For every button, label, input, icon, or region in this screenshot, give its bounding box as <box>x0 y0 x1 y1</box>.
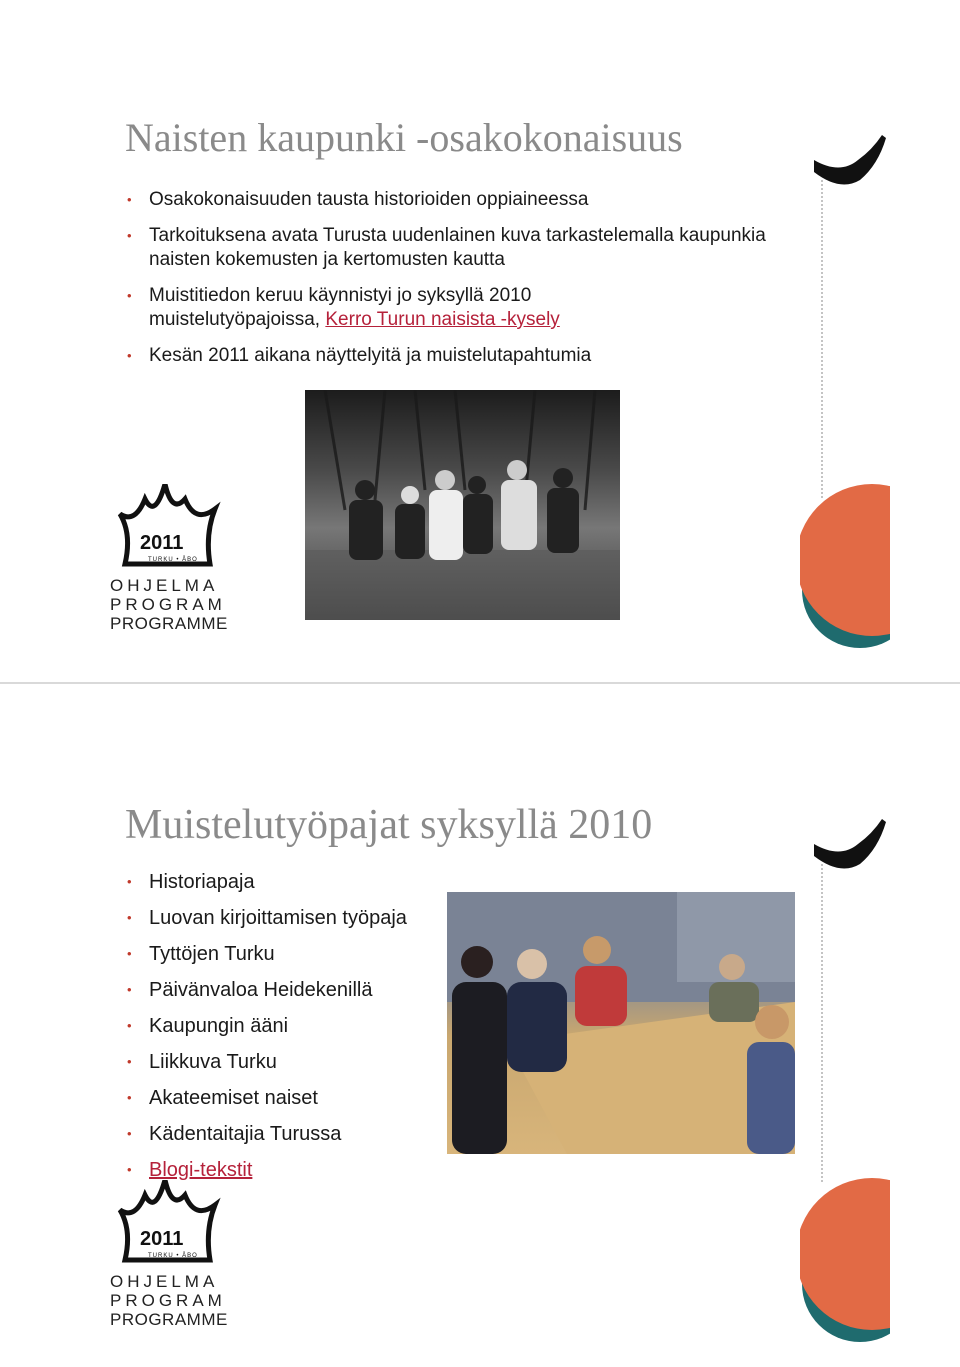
list-item: • Kädentaitajia Turussa <box>127 1123 342 1145</box>
bullet-icon: • <box>127 192 132 207</box>
list-item: • Osakokonaisuuden tausta historioiden oppiaineessa <box>127 189 589 210</box>
bullet-icon: • <box>127 1126 132 1141</box>
list-item <box>125 1158 407 1182</box>
logo-program-text: OHJELMA PROGRAM PROGRAMME <box>110 576 228 633</box>
historical-group-photo <box>305 390 620 620</box>
list-item: • Muistitiedon keruu käynnistyi jo syksyllä 2010 muistelutyöpajoissa, Kerro Turun naisista -kysely <box>127 285 560 330</box>
bullet-icon: • <box>127 288 132 303</box>
list-item: • Tyttöjen Turku <box>127 943 275 965</box>
slide-title: Naisten kaupunki -osakokonaisuus <box>125 115 683 160</box>
list-item: • Liikkuva Turku <box>127 1051 277 1073</box>
bullet-icon: • <box>127 348 132 363</box>
bullet-icon: • <box>127 982 132 997</box>
bullet-list <box>125 188 789 380</box>
bullet-icon: • <box>127 1162 132 1177</box>
logo-year: 2011 <box>140 532 184 554</box>
slide-2 <box>0 684 960 1366</box>
logo-city: TURKU • ÅBO <box>148 1253 198 1259</box>
decorative-graphic <box>800 0 890 682</box>
bullet-list <box>125 870 407 1194</box>
list-item: • Kaupungin ääni <box>127 1015 289 1037</box>
bullet-icon: • <box>127 874 132 889</box>
blog-link[interactable]: Blogi-tekstit <box>149 1159 253 1181</box>
decorative-graphic <box>800 684 890 1366</box>
bullet-icon: • <box>127 1018 132 1033</box>
list-item: • Kesän 2011 aikana näyttelyitä ja muistelutapahtumia <box>127 345 592 366</box>
list-item: • Akateemiset naiset <box>127 1087 318 1109</box>
slide-1 <box>0 0 960 682</box>
bullet-icon: • <box>127 228 132 243</box>
slide-title: Muistelutyöpajat syksyllä 2010 <box>125 802 653 848</box>
logo-city: TURKU • ÅBO <box>148 557 198 563</box>
logo-year: 2011 <box>140 1228 184 1250</box>
list-item: • Tarkoituksena avata Turusta uudenlainen kuva tarkastelemalla kaupunkia naisten kokemusten ja kertomusten kautta <box>127 225 766 270</box>
list-item: • Luovan kirjoittamisen työpaja <box>127 907 407 929</box>
workshop-photo <box>447 892 795 1154</box>
hand-icon <box>814 135 886 185</box>
turku-2011-logo <box>110 1180 230 1329</box>
hand-icon <box>814 819 886 869</box>
bullet-icon: • <box>127 1054 132 1069</box>
bullet-icon: • <box>127 910 132 925</box>
logo-program-text: OHJELMA PROGRAM PROGRAMME <box>110 1272 228 1329</box>
bullet-icon: • <box>127 946 132 961</box>
survey-link[interactable]: Kerro Turun naisista -kysely <box>325 309 560 330</box>
turku-2011-logo <box>110 484 230 633</box>
bullet-icon: • <box>127 1090 132 1105</box>
list-item: • Päivänvaloa Heidekenillä <box>127 979 373 1001</box>
list-item: • Historiapaja <box>127 871 255 893</box>
